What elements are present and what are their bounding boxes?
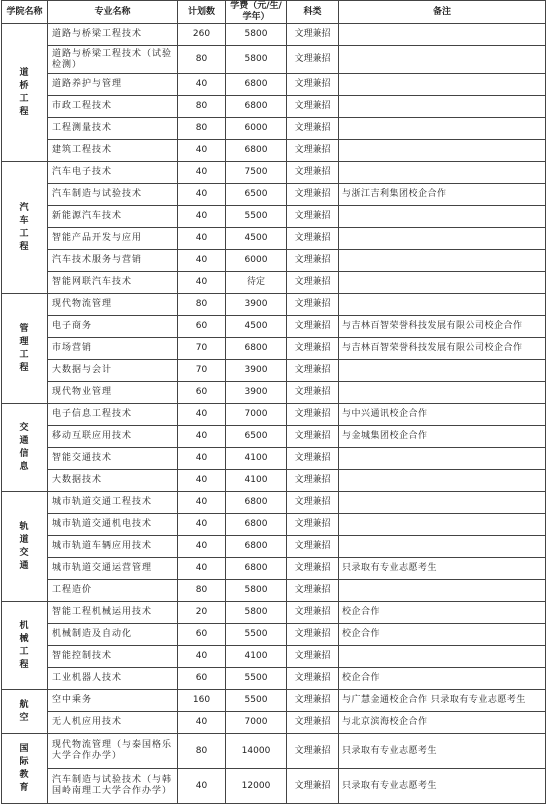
tuition-fee: 6800 [226,140,287,162]
major-name: 大数据技术 [48,470,178,492]
plan-count: 40 [178,769,226,804]
subject-category: 文理兼招 [287,272,339,294]
plan-count: 40 [178,206,226,228]
major-name: 现代物流管理 [48,294,178,316]
major-name: 汽车制造与试验技术（与韩国岭南理工大学合作办学） [48,769,178,804]
subject-category: 文理兼招 [287,690,339,712]
table-row [2,316,546,338]
header-college: 学院名称 [2,1,48,24]
plan-count: 80 [178,580,226,602]
college-name-text: 汽车工程 [19,202,30,252]
tuition-fee: 3900 [226,294,287,316]
remark [339,118,546,140]
table-row [2,624,546,646]
college-name-text: 管理工程 [19,323,30,373]
plan-count: 40 [178,470,226,492]
remark: 校企合作 [339,602,546,624]
table-row [2,492,546,514]
tuition-fee: 4100 [226,470,287,492]
table-row [2,118,546,140]
table-row [2,250,546,272]
tuition-fee: 待定 [226,272,287,294]
table-row [2,668,546,690]
table-row [2,404,546,426]
plan-count: 40 [178,404,226,426]
remark [339,382,546,404]
subject-category: 文理兼招 [287,206,339,228]
subject-category: 文理兼招 [287,46,339,74]
major-name: 电子信息工程技术 [48,404,178,426]
college-name [2,404,48,492]
table-row [2,294,546,316]
major-name: 汽车制造与试验技术 [48,184,178,206]
remark [339,250,546,272]
tuition-fee: 5500 [226,690,287,712]
table-row [2,206,546,228]
subject-category: 文理兼招 [287,338,339,360]
remark: 与吉林百智荣誉科技发展有限公司校企合作 [339,338,546,360]
tuition-fee: 7500 [226,162,287,184]
header-row [2,1,546,24]
remark [339,74,546,96]
remark: 与浙江吉利集团校企合作 [339,184,546,206]
subject-category: 文理兼招 [287,162,339,184]
remark: 只录取有专业志愿考生 [339,769,546,804]
plan-count: 40 [178,536,226,558]
remark [339,646,546,668]
subject-category: 文理兼招 [287,624,339,646]
tuition-fee: 5500 [226,206,287,228]
major-name: 道路与桥梁工程技术 [48,24,178,46]
plan-count: 40 [178,712,226,734]
plan-count: 70 [178,338,226,360]
table-body [2,24,546,804]
remark: 校企合作 [339,624,546,646]
plan-count: 40 [178,162,226,184]
tuition-fee: 5500 [226,624,287,646]
remark [339,206,546,228]
plan-count: 70 [178,360,226,382]
subject-category: 文理兼招 [287,602,339,624]
major-name: 现代物业管理 [48,382,178,404]
remark: 与北京滨海校企合作 [339,712,546,734]
tuition-fee: 5500 [226,668,287,690]
table-row [2,96,546,118]
table-row [2,360,546,382]
major-name: 智能工程机械运用技术 [48,602,178,624]
table-row [2,769,546,804]
tuition-fee: 6800 [226,74,287,96]
subject-category: 文理兼招 [287,228,339,250]
subject-category: 文理兼招 [287,712,339,734]
tuition-fee: 5800 [226,602,287,624]
subject-category: 文理兼招 [287,426,339,448]
plan-count: 60 [178,668,226,690]
table-row [2,382,546,404]
table-row [2,712,546,734]
tuition-fee: 6800 [226,338,287,360]
subject-category: 文理兼招 [287,536,339,558]
tuition-fee: 6500 [226,184,287,206]
table-row [2,228,546,250]
subject-category: 文理兼招 [287,382,339,404]
subject-category: 文理兼招 [287,118,339,140]
college-name [2,734,48,804]
plan-count: 60 [178,382,226,404]
remark: 与金城集团校企合作 [339,426,546,448]
plan-count: 40 [178,272,226,294]
table-row [2,426,546,448]
tuition-fee: 12000 [226,769,287,804]
tuition-fee: 7000 [226,712,287,734]
table-row [2,558,546,580]
subject-category: 文理兼招 [287,734,339,769]
plan-count: 40 [178,184,226,206]
college-name-text: 道桥工程 [19,67,30,117]
major-name: 工程测量技术 [48,118,178,140]
remark: 只录取有专业志愿考生 [339,558,546,580]
tuition-fee: 14000 [226,734,287,769]
college-name-text: 交通信息 [19,422,30,472]
plan-count: 60 [178,624,226,646]
major-name: 道路与桥梁工程技术（试验检测） [48,46,178,74]
college-name [2,162,48,294]
remark: 校企合作 [339,668,546,690]
tuition-fee: 6000 [226,250,287,272]
table-row [2,448,546,470]
enrollment-plan-table [1,0,546,804]
college-name-text: 国际教育 [19,743,30,793]
plan-count: 80 [178,294,226,316]
tuition-fee: 5800 [226,24,287,46]
plan-count: 80 [178,96,226,118]
remark [339,272,546,294]
subject-category: 文理兼招 [287,294,339,316]
major-name: 城市轨道交通机电技术 [48,514,178,536]
header-category: 科类 [287,1,339,24]
plan-count: 260 [178,24,226,46]
plan-count: 160 [178,690,226,712]
table-row [2,46,546,74]
major-name: 移动互联应用技术 [48,426,178,448]
major-name: 城市轨道交通运营管理 [48,558,178,580]
plan-count: 40 [178,74,226,96]
tuition-fee: 4100 [226,448,287,470]
tuition-fee: 4500 [226,228,287,250]
subject-category: 文理兼招 [287,448,339,470]
table-row [2,338,546,360]
tuition-fee: 6500 [226,426,287,448]
major-name: 新能源汽车技术 [48,206,178,228]
remark [339,470,546,492]
header-fee: 学费（元/生/学年） [226,1,287,24]
major-name: 智能产品开发与应用 [48,228,178,250]
remark [339,140,546,162]
tuition-fee: 6800 [226,492,287,514]
plan-count: 80 [178,46,226,74]
tuition-fee: 5800 [226,580,287,602]
major-name: 市场营销 [48,338,178,360]
remark [339,514,546,536]
remark [339,46,546,74]
remark [339,360,546,382]
tuition-fee: 5800 [226,46,287,74]
major-name: 城市轨道交通工程技术 [48,492,178,514]
table-row [2,646,546,668]
table-row [2,24,546,46]
subject-category: 文理兼招 [287,140,339,162]
college-name [2,492,48,602]
major-name: 智能交通技术 [48,448,178,470]
remark [339,96,546,118]
major-name: 现代物流管理（与泰国格乐大学合作办学） [48,734,178,769]
plan-count: 60 [178,316,226,338]
tuition-fee: 3900 [226,360,287,382]
subject-category: 文理兼招 [287,558,339,580]
remark: 只录取有专业志愿考生 [339,734,546,769]
plan-count: 40 [178,514,226,536]
subject-category: 文理兼招 [287,250,339,272]
subject-category: 文理兼招 [287,470,339,492]
major-name: 道路养护与管理 [48,74,178,96]
table-row [2,602,546,624]
college-name-text: 轨道交通 [19,521,30,571]
major-name: 智能网联汽车技术 [48,272,178,294]
plan-count: 40 [178,448,226,470]
major-name: 无人机应用技术 [48,712,178,734]
remark: 与吉林百智荣誉科技发展有限公司校企合作 [339,316,546,338]
plan-count: 40 [178,426,226,448]
plan-count: 40 [178,250,226,272]
table-row [2,514,546,536]
subject-category: 文理兼招 [287,769,339,804]
college-name [2,602,48,690]
tuition-fee: 6000 [226,118,287,140]
college-name [2,24,48,162]
remark [339,492,546,514]
tuition-fee: 6800 [226,536,287,558]
college-name-text: 航空 [19,699,30,723]
table-row [2,184,546,206]
remark [339,448,546,470]
plan-count: 80 [178,734,226,769]
major-name: 工程造价 [48,580,178,602]
subject-category: 文理兼招 [287,668,339,690]
table-row [2,162,546,184]
major-name: 空中乘务 [48,690,178,712]
table-row [2,580,546,602]
remark [339,24,546,46]
header-major: 专业名称 [48,1,178,24]
subject-category: 文理兼招 [287,184,339,206]
college-name [2,294,48,404]
major-name: 电子商务 [48,316,178,338]
college-name-text: 机械工程 [19,620,30,670]
subject-category: 文理兼招 [287,316,339,338]
subject-category: 文理兼招 [287,514,339,536]
table-row [2,272,546,294]
subject-category: 文理兼招 [287,360,339,382]
remark: 与中兴通讯校企合作 [339,404,546,426]
major-name: 智能控制技术 [48,646,178,668]
major-name: 城市轨道车辆应用技术 [48,536,178,558]
header-plan: 计划数 [178,1,226,24]
table-row [2,734,546,769]
major-name: 工业机器人技术 [48,668,178,690]
remark [339,580,546,602]
tuition-fee: 6800 [226,514,287,536]
plan-count: 40 [178,492,226,514]
subject-category: 文理兼招 [287,96,339,118]
remark [339,536,546,558]
major-name: 机械制造及自动化 [48,624,178,646]
tuition-fee: 4100 [226,646,287,668]
plan-count: 40 [178,646,226,668]
subject-category: 文理兼招 [287,646,339,668]
major-name: 大数据与会计 [48,360,178,382]
plan-count: 20 [178,602,226,624]
remark [339,228,546,250]
tuition-fee: 3900 [226,382,287,404]
table-row [2,470,546,492]
tuition-fee: 7000 [226,404,287,426]
subject-category: 文理兼招 [287,74,339,96]
table-row [2,140,546,162]
college-name [2,690,48,734]
subject-category: 文理兼招 [287,492,339,514]
remark [339,294,546,316]
tuition-fee: 6800 [226,96,287,118]
header-note: 备注 [339,1,546,24]
subject-category: 文理兼招 [287,404,339,426]
major-name: 汽车电子技术 [48,162,178,184]
tuition-fee: 6800 [226,558,287,580]
plan-count: 40 [178,228,226,250]
remark: 与广慧金通校企合作 只录取有专业志愿考生 [339,690,546,712]
plan-count: 40 [178,140,226,162]
major-name: 建筑工程技术 [48,140,178,162]
major-name: 市政工程技术 [48,96,178,118]
remark [339,162,546,184]
subject-category: 文理兼招 [287,24,339,46]
table-row [2,74,546,96]
major-name: 汽车技术服务与营销 [48,250,178,272]
table-row [2,536,546,558]
tuition-fee: 4500 [226,316,287,338]
plan-count: 80 [178,118,226,140]
table-row [2,690,546,712]
subject-category: 文理兼招 [287,580,339,602]
plan-count: 40 [178,558,226,580]
